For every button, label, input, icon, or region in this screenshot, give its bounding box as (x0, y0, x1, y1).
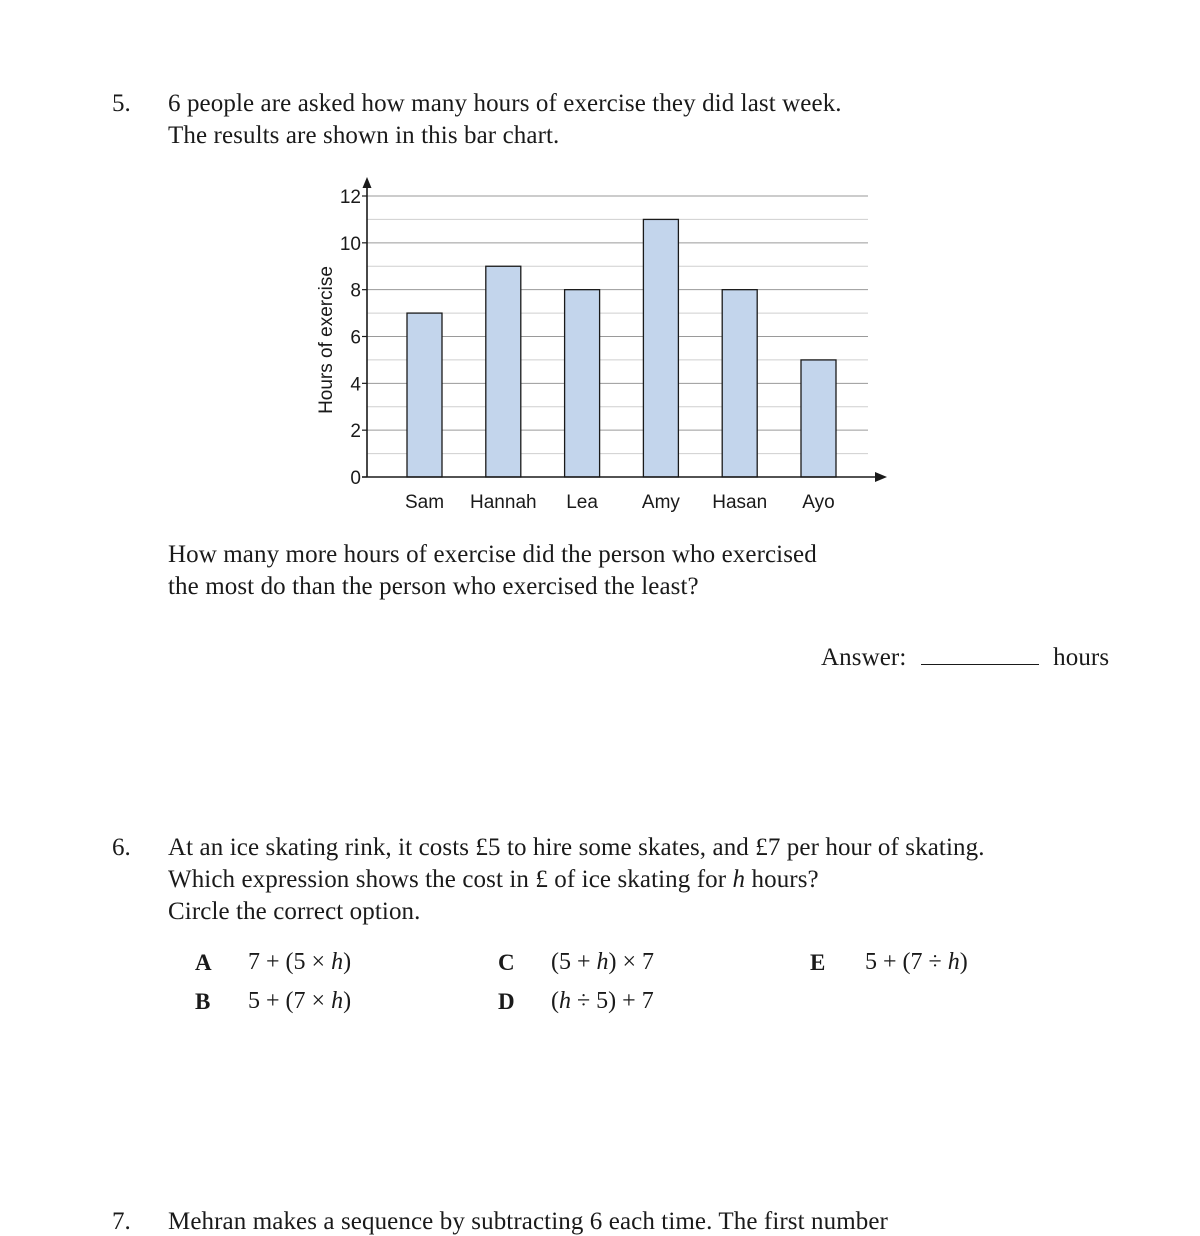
y-tick-label-12: 12 (339, 187, 361, 208)
exercise-bar-chart (300, 170, 900, 520)
question-5-prompt-line-2: the most do than the person who exercised the least? (168, 573, 699, 600)
bar-hasan (722, 290, 757, 477)
question-6-line-2-text: Which expression shows the cost in £ of ice skating for (168, 866, 727, 893)
expr-part: ) × 7 (608, 949, 655, 975)
option-e-expression[interactable] (865, 949, 968, 976)
answer-blank-field[interactable] (921, 646, 1039, 665)
y-tick-label-10: 10 (339, 233, 361, 255)
bar-amy (643, 219, 678, 477)
y-tick-label-2: 2 (350, 421, 361, 443)
expr-part: ÷ 5) + 7 (571, 988, 654, 1014)
y-tick-labels (340, 187, 367, 489)
expr-var: h (947, 949, 960, 975)
question-7-number: 7. (112, 1208, 131, 1235)
y-tick-label-6: 6 (350, 327, 361, 349)
expr-part: ) (343, 949, 352, 975)
x-category-labels (405, 492, 835, 513)
answer-label: Answer: (821, 644, 907, 671)
y-axis-label: Hours of exercise (316, 266, 337, 414)
question-7-cut-off (0, 1208, 1200, 1235)
x-label-hannah: Hannah (470, 492, 537, 513)
question-6-line-2 (168, 866, 819, 894)
expr-part: 5 + (7 × (248, 988, 332, 1014)
x-label-amy: Amy (641, 492, 680, 513)
x-axis-arrow-icon (875, 472, 887, 482)
expr-part: ( (551, 988, 559, 1014)
answer-unit: hours (1053, 644, 1110, 671)
expr-var: h (331, 988, 344, 1014)
option-e-letter[interactable]: E (810, 950, 826, 975)
option-b-letter[interactable]: B (195, 989, 211, 1014)
x-label-sam: Sam (404, 492, 445, 513)
option-b-expression[interactable] (248, 988, 351, 1015)
expr-var: h (596, 949, 609, 975)
expr-part: 7 + (5 × (248, 949, 332, 975)
question-6-line-2-end: hours? (751, 866, 819, 893)
option-a-expression[interactable] (248, 949, 351, 976)
expr-part: ) (959, 949, 968, 975)
expr-var: h (331, 949, 344, 975)
question-5-number: 5. (112, 90, 131, 117)
answer-row (821, 644, 1109, 672)
question-5-prompt-line-1: How many more hours of exercise did the person who exercised (168, 541, 817, 568)
expr-part: ) (343, 988, 352, 1014)
expr-part: (5 + (551, 949, 597, 975)
question-5-intro-line-2: The results are shown in this bar chart. (168, 122, 560, 149)
expr-part: 5 + (7 ÷ (865, 949, 948, 975)
x-label-lea: Lea (566, 492, 598, 513)
question-6-line-1: At an ice skating rink, it costs £5 to hire some skates, and £7 per hour of skating. (168, 834, 985, 861)
question-6-number: 6. (112, 834, 131, 861)
option-d-letter[interactable]: D (498, 989, 515, 1014)
y-tick-label-4: 4 (350, 374, 361, 396)
y-tick-label-0: 0 (350, 468, 361, 489)
x-label-ayo: Ayo (802, 492, 835, 513)
question-5-intro-line-1: 6 people are asked how many hours of exercise they did last week. (168, 90, 842, 117)
bars (407, 219, 836, 477)
y-axis-arrow-icon (363, 177, 372, 188)
question-6-line-3: Circle the correct option. (168, 898, 421, 925)
variable-h: h (732, 866, 746, 893)
option-c-expression[interactable] (551, 949, 654, 976)
question-7-line-1: Mehran makes a sequence by subtracting 6 each time. The first number (168, 1208, 888, 1235)
bar-ayo (801, 360, 836, 477)
y-tick-label-8: 8 (350, 280, 361, 302)
option-c-letter[interactable]: C (498, 950, 515, 975)
option-a-letter[interactable]: A (195, 950, 212, 975)
bar-hannah (486, 266, 521, 477)
x-label-hasan: Hasan (712, 492, 768, 513)
bar-sam (407, 313, 442, 477)
bar-lea (565, 290, 600, 477)
option-d-expression[interactable] (551, 988, 654, 1015)
expr-var: h (559, 988, 571, 1014)
